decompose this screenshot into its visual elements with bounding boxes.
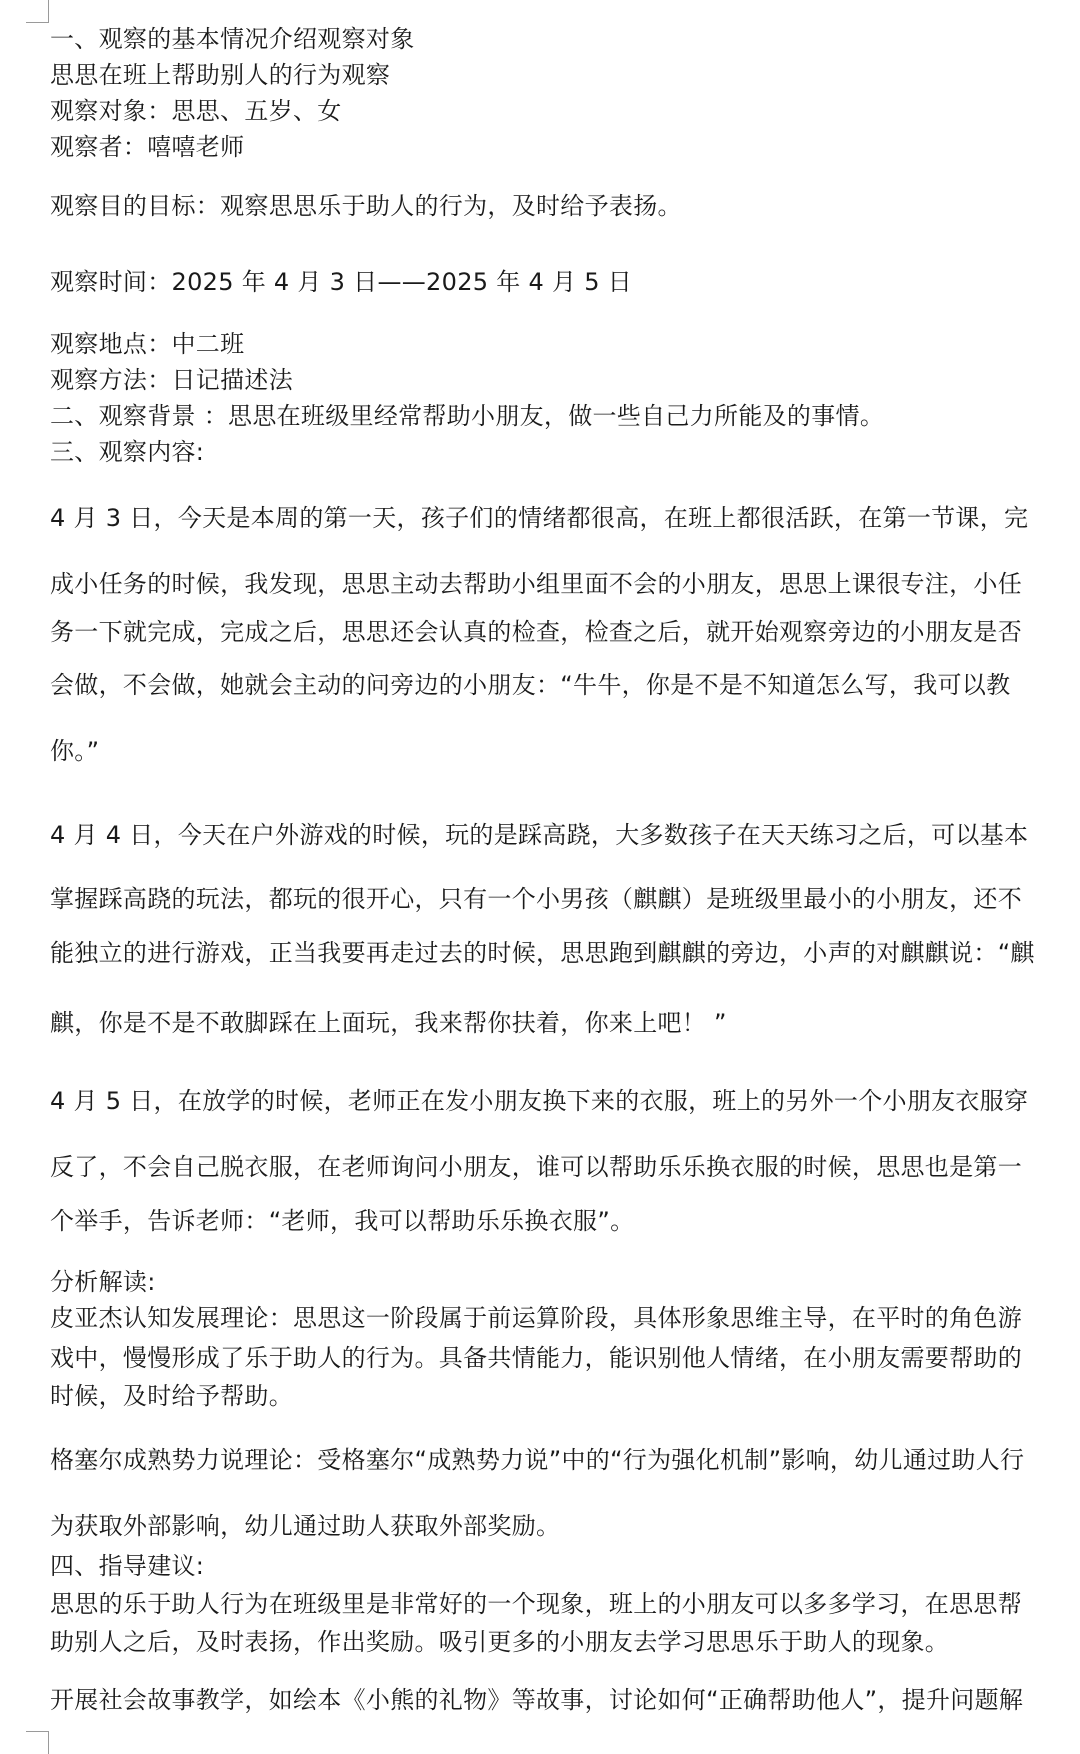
paragraph-line: 务一下就完成，完成之后，思思还会认真的检查，检查之后，就开始观察旁边的小朋友是否 [50, 618, 1022, 646]
observation-title: 思思在班上帮助别人的行为观察 [50, 61, 391, 89]
paragraph-line: 开展社会故事教学，如绘本《小熊的礼物》等故事，讨论如何“正确帮助他人”，提升问题解 [50, 1686, 1024, 1714]
paragraph-line: 能独立的进行游戏，正当我要再走过去的时候，思思跑到麒麒的旁边，小声的对麒麒说：“麒 [50, 939, 1035, 967]
section-heading-basic-info: 一、观察的基本情况介绍观察对象 [50, 25, 415, 53]
observation-method: 观察方法：日记描述法 [50, 366, 293, 394]
paragraph-line: 会做，不会做，她就会主动的问旁边的小朋友：“牛牛，你是不是不知道怎么写，我可以教 [50, 671, 1011, 699]
section-heading-suggestions: 四、指导建议: [50, 1552, 205, 1580]
paragraph-line: 助别人之后，及时表扬，作出奖励。吸引更多的小朋友去学习思思乐于助人的现象。 [50, 1628, 950, 1656]
paragraph-line: 你。” [50, 737, 100, 765]
paragraph-line: 反了，不会自己脱衣服，在老师询问小朋友，谁可以帮助乐乐换衣服的时候，思思也是第一 [50, 1153, 1022, 1181]
observation-location: 观察地点：中二班 [50, 330, 245, 358]
paragraph-line: 麒，你是不是不敢脚踩在上面玩，我来帮你扶着，你来上吧！ ” [50, 1009, 727, 1037]
paragraph-line: 4 月 3 日，今天是本周的第一天，孩子们的情绪都很高，在班上都很活跃，在第一节课，完 [50, 504, 1029, 532]
section-heading-background: 二、观察背景 ：思思在班级里经常帮助小朋友，做一些自己力所能及的事情。 [50, 402, 885, 430]
page-corner-mark-top [26, 0, 49, 23]
section-heading-content: 三、观察内容: [50, 438, 205, 466]
observer: 观察者：嘻嘻老师 [50, 133, 245, 161]
paragraph-line: 时候，及时给予帮助。 [50, 1382, 293, 1410]
paragraph-line: 个举手，告诉老师：“老师，我可以帮助乐乐换衣服”。 [50, 1207, 635, 1235]
paragraph-line: 格塞尔成熟势力说理论：受格塞尔“成熟势力说”中的“行为强化机制”影响，幼儿通过助人行 [50, 1446, 1025, 1474]
paragraph-line: 思思的乐于助人行为在班级里是非常好的一个现象，班上的小朋友可以多多学习，在思思帮 [50, 1590, 1022, 1618]
paragraph-line: 4 月 4 日，今天在户外游戏的时候，玩的是踩高跷，大多数孩子在天天练习之后，可以基本 [50, 821, 1029, 849]
page-corner-mark-bottom [26, 1731, 49, 1754]
observation-subject: 观察对象：思思、五岁、女 [50, 97, 342, 125]
observation-goal: 观察目的目标：观察思思乐于助人的行为，及时给予表扬。 [50, 192, 682, 220]
section-heading-analysis: 分析解读: [50, 1268, 156, 1296]
paragraph-line: 皮亚杰认知发展理论：思思这一阶段属于前运算阶段，具体形象思维主导，在平时的角色游 [50, 1304, 1022, 1332]
paragraph-line: 成小任务的时候，我发现，思思主动去帮助小组里面不会的小朋友，思思上课很专注，小任 [50, 570, 1022, 598]
observation-time: 观察时间：2025 年 4 月 3 日——2025 年 4 月 5 日 [50, 268, 633, 296]
paragraph-line: 戏中，慢慢形成了乐于助人的行为。具备共情能力，能识别他人情绪，在小朋友需要帮助的 [50, 1344, 1022, 1372]
paragraph-line: 掌握踩高跷的玩法，都玩的很开心，只有一个小男孩（麒麒）是班级里最小的小朋友，还不 [50, 885, 1022, 913]
paragraph-line: 4 月 5 日，在放学的时候，老师正在发小朋友换下来的衣服，班上的另外一个小朋友衣服穿 [50, 1087, 1029, 1115]
paragraph-line: 为获取外部影响，幼儿通过助人获取外部奖励。 [50, 1512, 561, 1540]
